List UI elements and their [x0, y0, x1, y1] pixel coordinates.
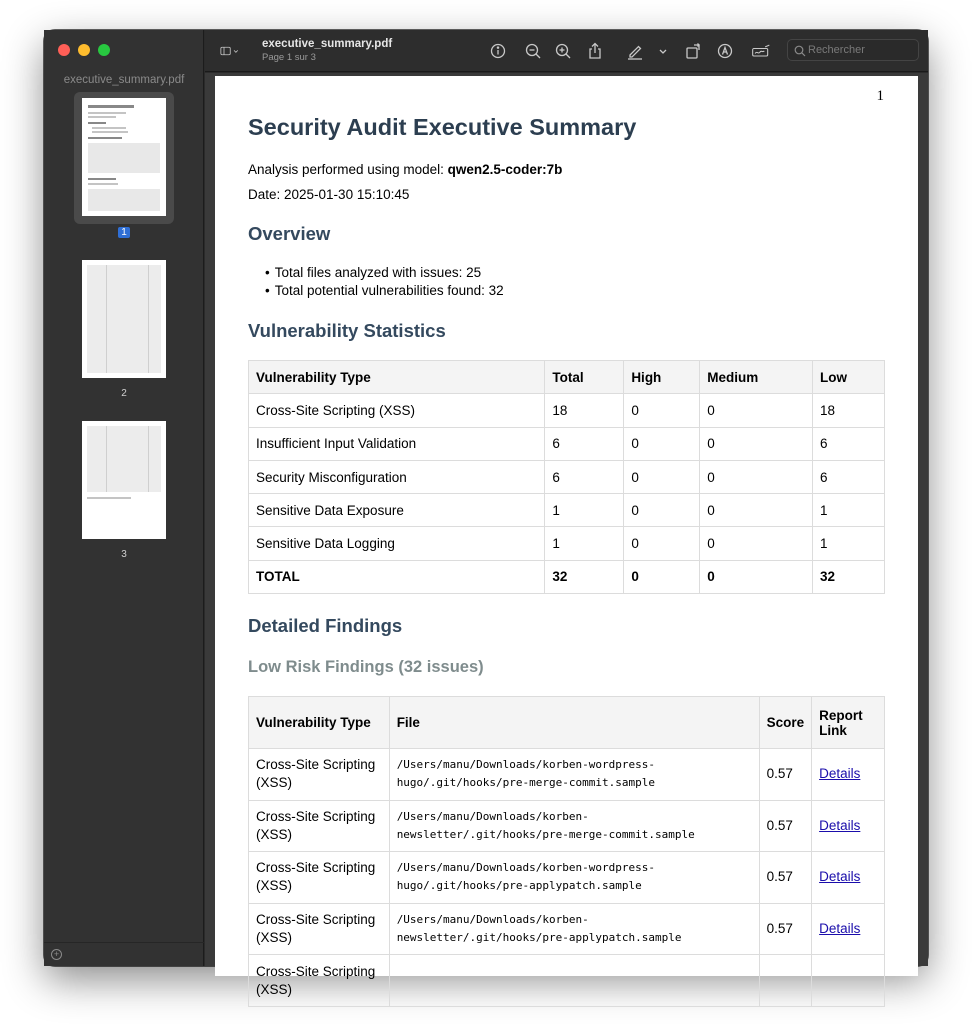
- page-number-3[interactable]: 3: [121, 549, 127, 560]
- table-row: [249, 427, 885, 460]
- table-cell: 6: [813, 460, 885, 493]
- pdf-page: [215, 76, 918, 997]
- table-total-row: [249, 560, 885, 593]
- add-page-icon[interactable]: +: [51, 949, 62, 960]
- report-link-cell: [812, 955, 885, 1007]
- column-header: Total: [545, 361, 624, 394]
- table-cell: 0: [700, 527, 813, 560]
- table-row: [249, 852, 885, 904]
- markup-pen-icon[interactable]: [625, 41, 645, 61]
- table-row: [249, 494, 885, 527]
- vulnerability-type-cell: Cross-Site Scripting (XSS): [249, 903, 390, 955]
- page-thumbnail-3[interactable]: [82, 421, 166, 539]
- file-path-cell: /Users/manu/Downloads/korben-wordpress-hugo/.git/hooks/pre-applypatch.sample: [389, 852, 759, 904]
- table-row: [249, 903, 885, 955]
- details-link[interactable]: Details: [819, 766, 861, 782]
- vulnerability-type-cell: Cross-Site Scripting (XSS): [249, 852, 390, 904]
- table-cell: 0: [700, 560, 813, 593]
- table-row: [249, 749, 885, 801]
- search-input[interactable]: [808, 42, 916, 58]
- score-cell: 0.57: [759, 749, 812, 801]
- detailed-findings-heading: Detailed Findings: [248, 615, 403, 636]
- annotate-icon[interactable]: [715, 41, 735, 61]
- table-cell: 0: [624, 527, 700, 560]
- low-risk-heading: Low Risk Findings (32 issues): [248, 658, 484, 676]
- overview-list: [265, 265, 504, 301]
- table-cell: 0: [700, 394, 813, 427]
- score-cell: 0.57: [759, 903, 812, 955]
- sidebar-document-title: executive_summary.pdf: [63, 74, 185, 86]
- overview-heading: Overview: [248, 223, 331, 244]
- preview-window: [44, 30, 928, 997]
- document-viewer[interactable]: [205, 73, 928, 997]
- vulnerability-type-cell: Cross-Site Scripting (XSS): [249, 749, 390, 801]
- table-cell: 18: [545, 394, 624, 427]
- close-window-button[interactable]: [58, 44, 70, 56]
- column-header: Vulnerability Type: [249, 361, 545, 394]
- table-cell: 18: [813, 394, 885, 427]
- zoom-in-icon[interactable]: [553, 41, 573, 61]
- file-path-cell: /Users/manu/Downloads/korben-wordpress-hugo/.git/hooks/pre-merge-commit.sample: [389, 749, 759, 801]
- table-cell: 0: [624, 460, 700, 493]
- document-page-indicator: Page 1 sur 3: [262, 52, 316, 63]
- table-cell: 0: [700, 494, 813, 527]
- zoom-out-icon[interactable]: [523, 41, 543, 61]
- page-number-2[interactable]: 2: [121, 388, 127, 399]
- table-cell: 1: [545, 494, 624, 527]
- list-item: • Total files analyzed with issues: 25: [265, 265, 504, 283]
- page-thumbnail-2[interactable]: [82, 260, 166, 378]
- score-cell: 0.57: [759, 800, 812, 852]
- vulnerability-stats-table: [248, 360, 885, 594]
- column-header: Low: [813, 361, 885, 394]
- table-cell: 1: [545, 527, 624, 560]
- table-cell: 1: [813, 527, 885, 560]
- table-cell: Sensitive Data Logging: [249, 527, 545, 560]
- column-header: File: [389, 697, 759, 749]
- vulnerability-type-cell: Cross-Site Scripting (XSS): [249, 800, 390, 852]
- share-icon[interactable]: [585, 41, 605, 61]
- chevron-down-icon[interactable]: [653, 41, 665, 61]
- info-icon[interactable]: [488, 41, 508, 61]
- score-cell: 0.57: [759, 852, 812, 904]
- findings-table: [248, 696, 885, 1007]
- score-cell: [759, 955, 812, 1007]
- table-cell: 0: [624, 560, 700, 593]
- document-title: executive_summary.pdf: [262, 38, 393, 50]
- details-link[interactable]: Details: [819, 921, 861, 937]
- rotate-icon[interactable]: [683, 41, 703, 61]
- table-cell: 0: [700, 460, 813, 493]
- table-row: [249, 800, 885, 852]
- table-cell: Cross-Site Scripting (XSS): [249, 394, 545, 427]
- table-cell: 6: [813, 427, 885, 460]
- page-title: Security Audit Executive Summary: [248, 114, 637, 140]
- table-cell: Insufficient Input Validation: [249, 427, 545, 460]
- model-label: Analysis performed using model:: [248, 162, 448, 177]
- model-line: [248, 162, 562, 177]
- date-line: Date: 2025-01-30 15:10:45: [248, 187, 410, 202]
- table-cell: Security Misconfiguration: [249, 460, 545, 493]
- table-cell: 32: [813, 560, 885, 593]
- column-header: High: [624, 361, 700, 394]
- file-path-cell: /Users/manu/Downloads/korben-newsletter/.git/hooks/pre-applypatch.sample: [389, 903, 759, 955]
- window-controls: [58, 44, 110, 56]
- toolbar: [205, 30, 928, 72]
- column-header: Report Link: [812, 697, 885, 749]
- thumbnail-sidebar: [44, 30, 204, 966]
- table-cell: 6: [545, 460, 624, 493]
- sidebar-toggle-icon[interactable]: [219, 41, 251, 61]
- fullscreen-window-button[interactable]: [98, 44, 110, 56]
- table-cell: 0: [624, 427, 700, 460]
- table-cell: TOTAL: [249, 560, 545, 593]
- model-name: qwen2.5-coder:7b: [447, 162, 563, 177]
- column-header: Score: [759, 697, 812, 749]
- report-link-cell: [812, 903, 885, 955]
- search-icon: [793, 44, 807, 58]
- table-header-row: [249, 361, 885, 394]
- table-cell: 0: [624, 494, 700, 527]
- table-cell: 0: [624, 394, 700, 427]
- report-link-cell: [812, 852, 885, 904]
- table-cell: 32: [545, 560, 624, 593]
- signature-icon[interactable]: [751, 41, 775, 61]
- report-link-cell: [812, 749, 885, 801]
- details-link[interactable]: Details: [819, 869, 861, 885]
- table-row: [249, 955, 885, 1007]
- minimize-window-button[interactable]: [78, 44, 90, 56]
- search-field[interactable]: [787, 39, 919, 61]
- column-header: Medium: [700, 361, 813, 394]
- table-row: [249, 394, 885, 427]
- file-path-cell: [389, 955, 759, 1007]
- stats-heading: Vulnerability Statistics: [248, 320, 446, 341]
- table-cell: 1: [813, 494, 885, 527]
- sidebar-footer: [44, 942, 204, 966]
- table-cell: 6: [545, 427, 624, 460]
- column-header: Vulnerability Type: [249, 697, 390, 749]
- table-cell: Sensitive Data Exposure: [249, 494, 545, 527]
- page-number: 1: [876, 88, 884, 104]
- table-row: [249, 460, 885, 493]
- list-item: • Total potential vulnerabilities found: 32: [265, 283, 504, 301]
- table-row: [249, 527, 885, 560]
- file-path-cell: /Users/manu/Downloads/korben-newsletter/.git/hooks/pre-merge-commit.sample: [389, 800, 759, 852]
- page-thumbnail-1[interactable]: [82, 98, 166, 216]
- details-link[interactable]: Details: [819, 817, 861, 833]
- table-header-row: [249, 697, 885, 749]
- report-link-cell: [812, 800, 885, 852]
- page-number-1[interactable]: 1: [44, 227, 204, 238]
- vulnerability-type-cell: Cross-Site Scripting (XSS): [249, 955, 390, 1007]
- table-cell: 0: [700, 427, 813, 460]
